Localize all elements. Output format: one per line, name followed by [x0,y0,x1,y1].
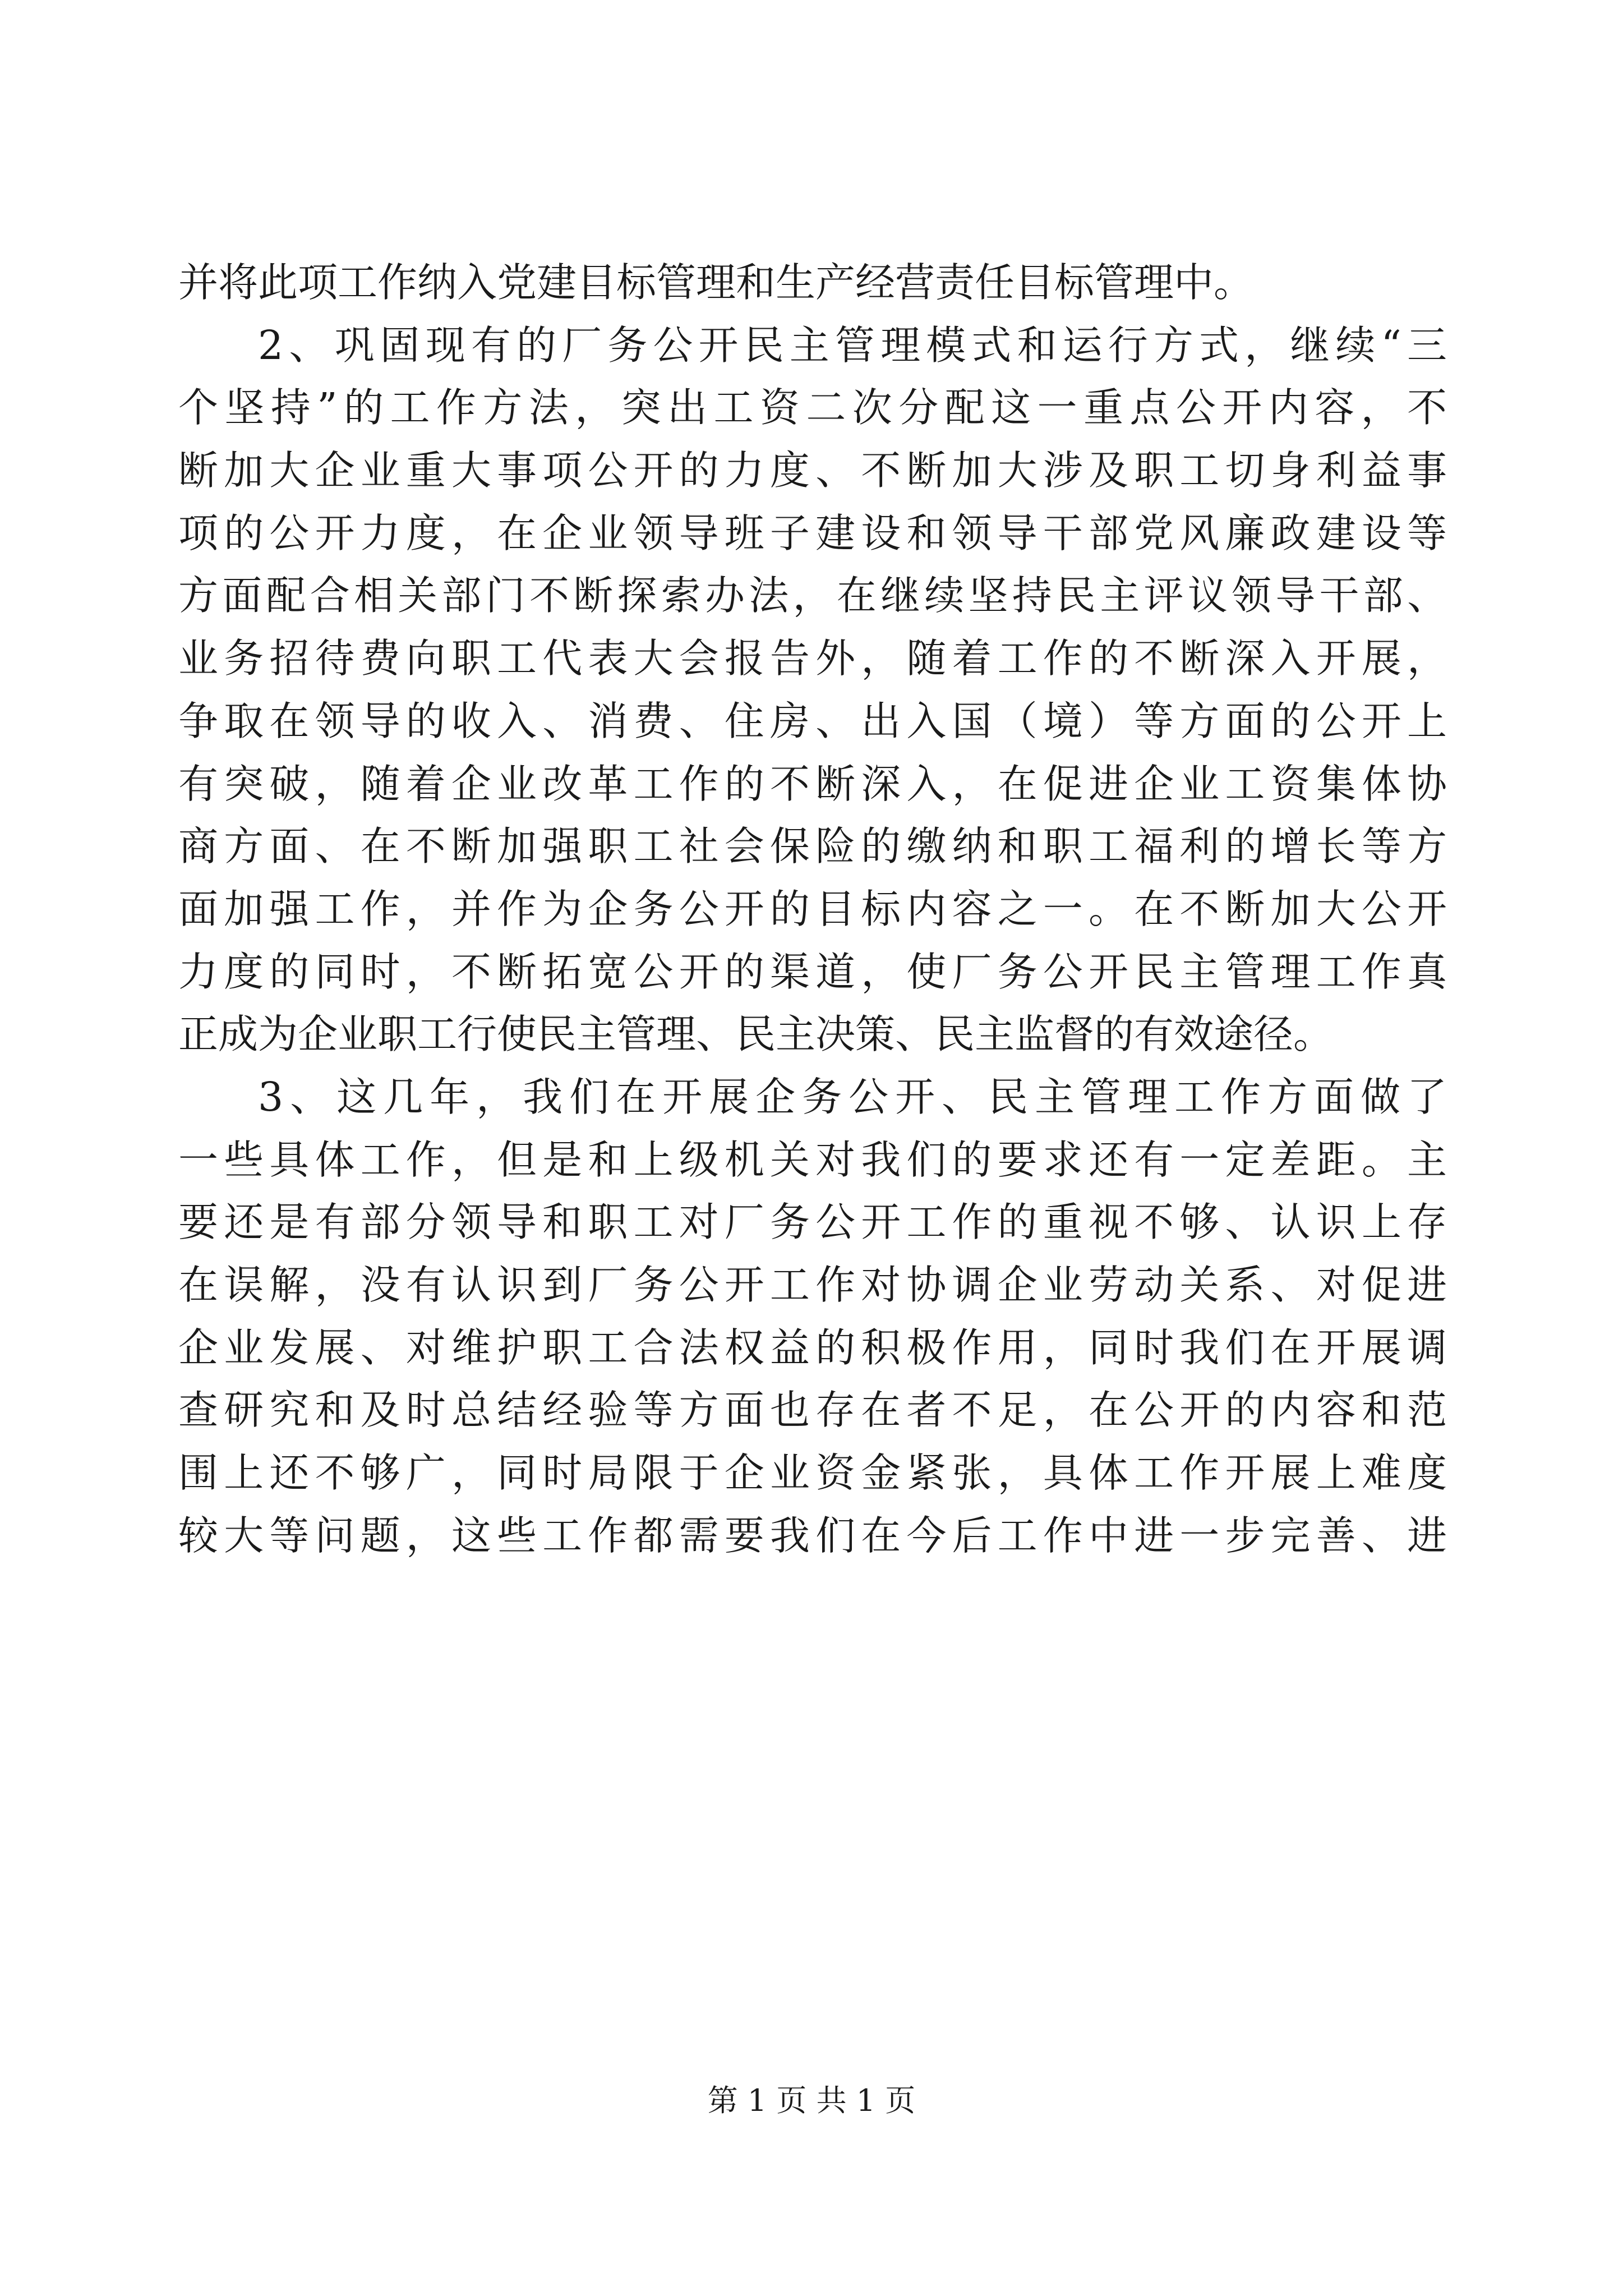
text-line: 企业发展、对维护职工合法权益的积极作用，同时我们在开展调 [178,1324,1447,1371]
text-line: 有突破，随着企业改革工作的不断深入，在促进企业工资集体协 [178,760,1447,807]
text-line: 在误解，没有认识到厂务公开工作对协调企业劳动关系、对促进 [178,1262,1447,1308]
text-line: 围上还不够广，同时局限于企业资金紧张，具体工作开展上难度 [178,1450,1447,1497]
text-line: 方面配合相关部门不断探索办法，在继续坚持民主评议领导干部、 [178,572,1447,619]
text-line: 较大等问题，这些工作都需要我们在今后工作中进一步完善、进 [178,1512,1447,1559]
text-line: 项的公开力度，在企业领导班子建设和领导干部党风廉政建设等 [178,509,1447,556]
text-line: 争取在领导的收入、消费、住房、出入国（境）等方面的公开上 [178,697,1447,744]
text-line: 要还是有部分领导和职工对厂务公开工作的重视不够、认识上存 [178,1199,1447,1246]
document-body [178,251,1447,1567]
text-line: 断加大企业重大事项公开的力度、不断加大涉及职工切身利益事 [178,447,1447,494]
page-number-footer: 第 1 页 共 1 页 [707,2083,916,2118]
text-line: 2、巩固现有的厂务公开民主管理模式和运行方式，继续“三 [258,321,1447,369]
text-line: 查研究和及时总结经验等方面也存在者不足，在公开的内容和范 [178,1387,1447,1434]
text-line: 3、这几年，我们在开展企务公开、民主管理工作方面做了 [258,1073,1447,1120]
text-line: 业务招待费向职工代表大会报告外，随着工作的不断深入开展， [178,635,1447,682]
text-line: 力度的同时，不断拓宽公开的渠道，使厂务公开民主管理工作真 [178,948,1447,995]
text-line: 商方面、在不断加强职工社会保险的缴纳和职工福利的增长等方 [178,823,1447,870]
text-line: 面加强工作，并作为企务公开的目标内容之一。在不断加大公开 [178,885,1447,932]
text-line: 并将此项工作纳入党建目标管理和生产经营责任目标管理中。 [178,259,1254,306]
text-line: 一些具体工作，但是和上级机关对我们的要求还有一定差距。主 [178,1136,1447,1183]
text-line: 个坚持”的工作方法，突出工资二次分配这一重点公开内容，不 [178,384,1447,431]
text-line: 正成为企业职工行使民主管理、民主决策、民主监督的有效途径。 [178,1011,1334,1058]
